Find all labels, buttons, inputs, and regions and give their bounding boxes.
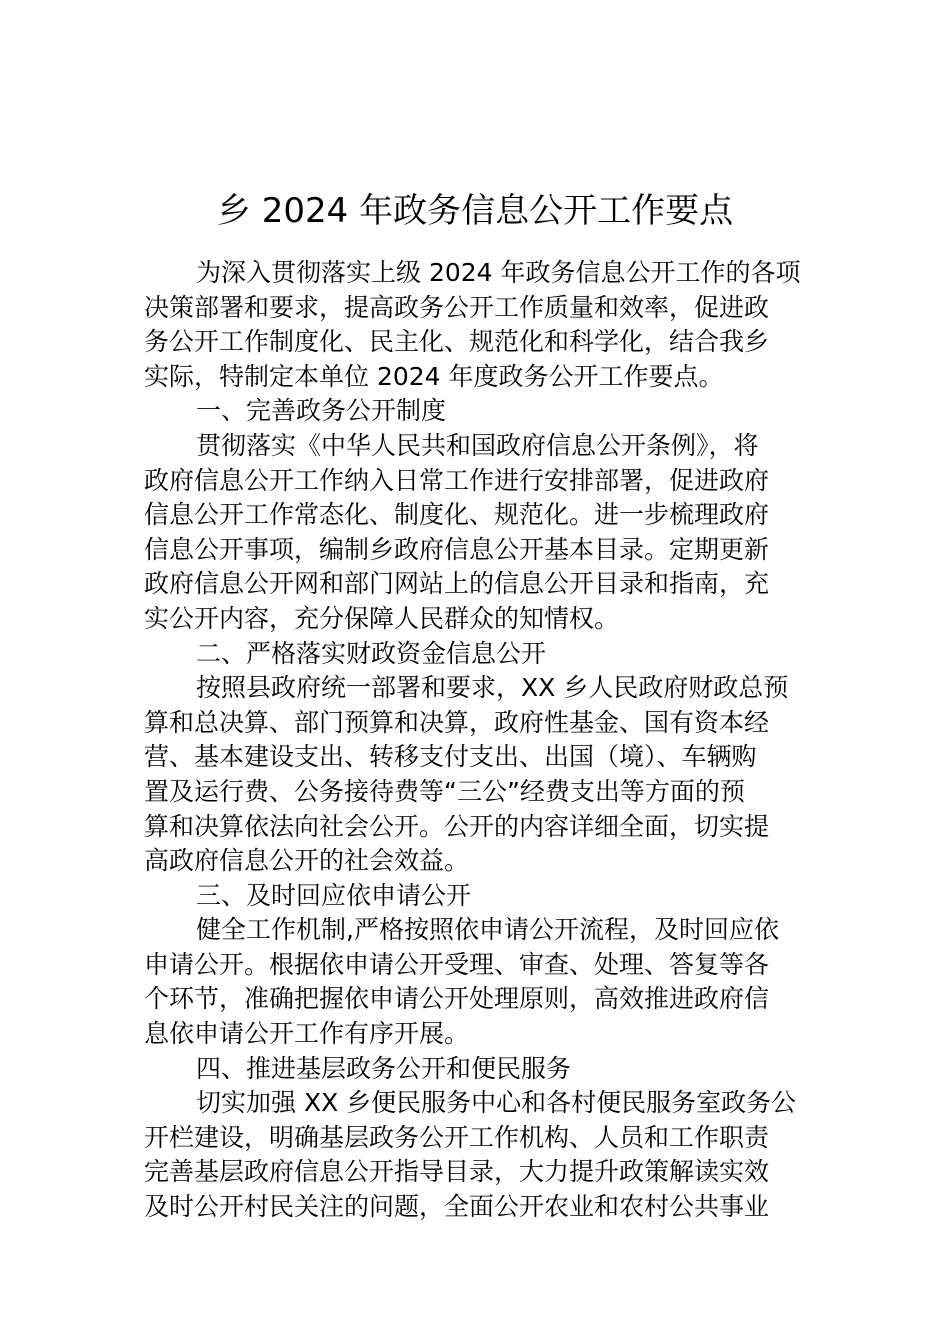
paragraph-line: 贯彻落实《中华人民共和国政府信息公开条例》，将 xyxy=(196,430,759,460)
paragraph-line: 个环节，准确把握依申请公开处理原则，高效推进政府信 xyxy=(144,984,770,1014)
paragraph-line: 置及运行费、公务接待费等“三公”经费支出等方面的预 xyxy=(144,776,745,806)
paragraph-line: 三、及时回应依申请公开 xyxy=(196,880,472,910)
paragraph-line: 实公开内容，充分保障人民群众的知情权。 xyxy=(144,603,620,633)
paragraph-line: 开栏建设，明确基层政务公开工作机构、人员和工作职责 xyxy=(144,1122,770,1152)
document-body xyxy=(144,256,808,1225)
paragraph-line: 信息公开事项，编制乡政府信息公开基本目录。定期更新 xyxy=(144,534,770,564)
body-paragraph xyxy=(144,913,808,1051)
paragraph-line: 二、严格落实财政资金信息公开 xyxy=(196,638,547,668)
paragraph-line: 政府信息公开工作纳入日常工作进行安排部署，促进政府 xyxy=(144,465,770,495)
paragraph-line: 为深入贯彻落实上级 2024 年政务信息公开工作的各项 xyxy=(196,258,801,287)
paragraph-line: 高政府信息公开的社会效益。 xyxy=(144,846,470,876)
paragraph-line: 健全工作机制,严格按照依申请公开流程，及时回应依 xyxy=(196,915,779,945)
section-heading xyxy=(144,1052,808,1087)
document-title: 乡 2024 年政务信息公开工作要点 xyxy=(216,190,734,231)
paragraph-line: 算和总决算、部门预算和决算，政府性基金、国有资本经 xyxy=(144,707,770,737)
paragraph-line: 切实加强 XX 乡便民服务中心和各村便民服务室政务公 xyxy=(196,1088,797,1118)
paragraph-line: 务公开工作制度化、民主化、规范化和科学化，结合我乡 xyxy=(144,327,770,357)
paragraph-line: 完善基层政府信息公开指导目录，大力提升政策解读实效 xyxy=(144,1157,770,1187)
paragraph-line: 申请公开。根据依申请公开受理、审查、处理、答复等各 xyxy=(144,949,770,979)
paragraph-line: 息依申请公开工作有序开展。 xyxy=(144,1019,470,1049)
body-paragraph xyxy=(144,429,808,637)
paragraph-line: 及时公开村民关注的问题，全面公开农业和农村公共事业 xyxy=(144,1192,770,1222)
paragraph-line: 决策部署和要求，提高政务公开工作质量和效率，促进政 xyxy=(144,292,770,322)
paragraph-line: 四、推进基层政务公开和便民服务 xyxy=(196,1053,572,1083)
section-heading xyxy=(144,879,808,914)
body-paragraph xyxy=(144,1086,808,1224)
paragraph-line: 信息公开工作常态化、制度化、规范化。进一步梳理政府 xyxy=(144,500,770,530)
paragraph-line: 一、完善政务公开制度 xyxy=(196,396,447,426)
paragraph-line: 按照县政府统一部署和要求，XX 乡人民政府财政总预 xyxy=(196,673,789,703)
paragraph-line: 政府信息公开网和部门网站上的信息公开目录和指南，充 xyxy=(144,569,770,599)
section-heading xyxy=(144,394,808,429)
section-heading xyxy=(144,637,808,672)
body-paragraph xyxy=(144,256,808,394)
paragraph-line: 算和决算依法向社会公开。公开的内容详细全面，切实提 xyxy=(144,811,770,841)
paragraph-line: 营、基本建设支出、转移支付支出、出国（境）、车辆购 xyxy=(144,742,757,772)
paragraph-line: 实际，特制定本单位 2024 年度政务公开工作要点。 xyxy=(144,361,724,391)
body-paragraph xyxy=(144,671,808,879)
